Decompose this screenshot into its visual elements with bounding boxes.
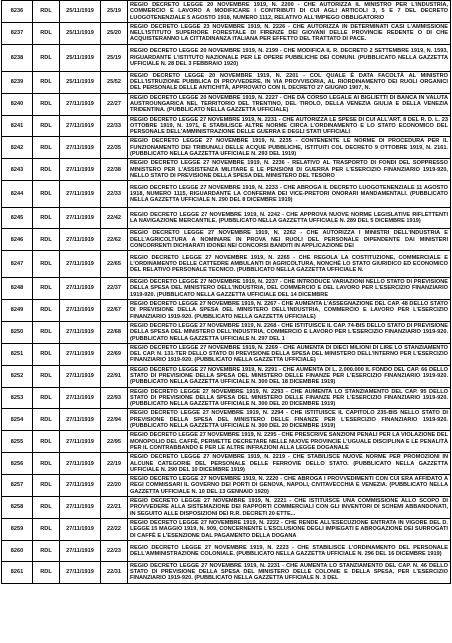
table-row	[2, 278, 451, 300]
table-row	[2, 229, 451, 251]
decree-type-cell: RDL	[33, 229, 60, 251]
table-row	[2, 208, 451, 229]
decree-description-cell: REGIO DECRETO LEGGE 27 NOVEMBRE 1919, N. 2291 - CHE AUMENTA DI L. 2.000.000 IL FONDO DEL CAP. 66 DELLO STATO DI PREVISIONE DELLA SPESA DEL MINISTERO DELLE FINANZE PER L'ESERCIZIO FINANZIARIO 1919-920. (PUBBLICATO NELLA GAZZETTA UFFICIALE N. 300 DEL 18 DICEMBRE 1919)	[128, 365, 451, 387]
decree-date-cell: 27/11/1919	[60, 137, 101, 159]
table-row	[2, 540, 451, 561]
decree-description-cell: REGIO DECRETO LEGGE 20 NOVEMBRE 1919, N. 2199 - CHE MODIFICA IL R. DECRETO 2 SETTEMBRE 1919, N. 1593, RIGUARDANTE L'ISTITUTO NAZIONALE PER LE OPERE PUBBLICHE DEI COMUNI. (PUBBLICATO NELLA GAZZETTA UFFICIALE N. 28 DEL 3 FEBBRAIO 1920)	[128, 44, 451, 71]
decree-code-cell: 22/65	[101, 251, 128, 278]
table-row	[2, 115, 451, 137]
decree-type-cell: RDL	[33, 475, 60, 497]
decree-type-cell: RDL	[33, 300, 60, 322]
decree-type-cell: RDL	[33, 409, 60, 431]
decree-date-cell: 27/11/1919	[60, 208, 101, 229]
decree-type-cell: RDL	[33, 561, 60, 583]
decree-type-cell: RDL	[33, 365, 60, 387]
decree-type-cell: RDL	[33, 540, 60, 561]
decree-number-cell: 8249	[2, 300, 33, 322]
decree-number-cell: 8248	[2, 278, 33, 300]
table-row	[2, 365, 451, 387]
decree-code-cell: 22/21	[101, 497, 128, 519]
decree-type-cell: RDL	[33, 93, 60, 115]
decree-number-cell: 8255	[2, 431, 33, 453]
decree-number-cell: 8260	[2, 540, 33, 561]
decree-number-cell: 8247	[2, 251, 33, 278]
decree-type-cell: RDL	[33, 1, 60, 23]
decree-number-cell: 8239	[2, 71, 33, 93]
table-row	[2, 22, 451, 44]
table-row	[2, 137, 451, 159]
decree-code-cell: 22/27	[101, 93, 128, 115]
decree-type-cell: RDL	[33, 137, 60, 159]
decree-number-cell: 8244	[2, 181, 33, 208]
decree-type-cell: RDL	[33, 181, 60, 208]
decree-date-cell: 25/11/1919	[60, 22, 101, 44]
decree-description-cell: REGIO DECRETO LEGGE 27 NOVEMBRE 1919, N. 2219 - CHE STABILISCE NUOVE NORME PER PROMOZIONI IN ALCUNE CATEGORIE DEL PERSONALE DELLE FERROVIE DELLO STATO. (PUBBLICATO NELLA GAZZETTA UFFICIALE N. 290 DEL 10 DICEMBRE 1919)	[128, 453, 451, 475]
decree-number-cell: 8251	[2, 343, 33, 365]
table-row	[2, 387, 451, 409]
decree-number-cell: 8250	[2, 321, 33, 343]
decree-description-cell: REGIO DECRETO LEGGE 27 NOVEMBRE 1919, N. 2295 - CHE PRESCRIVE SANZIONI PENALI PER LA VIOLAZIONE DEL MONOPOLIO DEL CAFFÈ, PERMETTE DECRETARE NELLE NUOVE PROVINCIE L'UGUALE DISCIPLINA E LE PENALITÀ PER IL CONTRABBANDO E PER LE ALTRE INFRAZIONI ALLA LEGGE DOGANALE	[128, 431, 451, 453]
decree-code-cell: 25/20	[101, 22, 128, 44]
decree-date-cell: 27/11/1919	[60, 497, 101, 519]
decree-date-cell: 27/11/1919	[60, 453, 101, 475]
decree-code-cell: 22/35	[101, 137, 128, 159]
decree-type-cell: RDL	[33, 71, 60, 93]
decree-register-table	[1, 0, 451, 584]
table-row	[2, 453, 451, 475]
decree-type-cell: RDL	[33, 387, 60, 409]
table-row	[2, 409, 451, 431]
table-row	[2, 475, 451, 497]
decree-type-cell: RDL	[33, 321, 60, 343]
decree-type-cell: RDL	[33, 497, 60, 519]
decree-date-cell: 27/11/1919	[60, 251, 101, 278]
decree-type-cell: RDL	[33, 343, 60, 365]
decree-description-cell: REGIO DECRETO LEGGE 20 NOVEMBRE 1919, N. 2201 - COL QUALE È DATA FACOLTÀ AL MINISTRO DELL'ISTRUZIONE PUBBLICA DI PROVVEDERE, IN VIA PROVVISORIA, AL RIORDINAMENTO DEI RUOLI ORGANICI DEL PERSONALE DELLE ANTICHITÀ, APPROVATO CON IL DECRETO 27 GIUGNO 1907, N.	[128, 71, 451, 93]
decree-date-cell: 27/11/1919	[60, 431, 101, 453]
table-row	[2, 1, 451, 23]
decree-number-cell: 8241	[2, 115, 33, 137]
decree-code-cell: 22/33	[101, 115, 128, 137]
decree-date-cell: 27/11/1919	[60, 540, 101, 561]
decree-description-cell: REGIO DECRETO LEGGE 27 NOVEMBRE 1919, N. 2221 - CHE ISTITUISCE UNA COMMISSIONE ALLO SCOPO DI PROVVEDERE ALLA SISTEMAZIONE DEI RAPPORTI COMMERCIALI CON GLI INVENTORI DI SCHEMI ABBANDONATI, IN SEGUITO ALLE DISPOSIZIONI DEI R.R. DECRETI 20 ETTE...	[128, 497, 451, 519]
table-row	[2, 93, 451, 115]
decree-description-cell: REGIO DECRETO LEGGE 27 NOVEMBRE 1919, N. 2231 - CHE AUMENTA LO STANZIAMENTO DEL CAP. N. 46 DELLO STATO DI PREVISIONE DELLA SPESA DEL MINISTERO DELLE COLONIE E DELLA SPESA, PER L'ESERCIZIO FINANZIARIO 1919-920. (PUBBLICATO NELLA GAZZETTA UFFICIALE N. 3 DEL	[128, 561, 451, 583]
table-row	[2, 343, 451, 365]
decree-type-cell: RDL	[33, 44, 60, 71]
table-row	[2, 497, 451, 519]
decree-number-cell: 8246	[2, 229, 33, 251]
decree-date-cell: 25/11/1919	[60, 1, 101, 23]
decree-date-cell: 27/11/1919	[60, 387, 101, 409]
decree-number-cell: 8236	[2, 1, 33, 23]
decree-code-cell: 22/23	[101, 540, 128, 561]
decree-type-cell: RDL	[33, 518, 60, 540]
decree-description-cell: REGIO DECRETO LEGGE 27 NOVEMBRE 1919, N. 2269 - CHE AUMENTA DI DIECI MILIONI DI LIRE LO STANZIAMENTO DEL CAP. N. 131-TER DELLO STATO DI PREVISIONE DELLA SPESA DEL MINISTERO DELL'INTERNO PER L'ESERCIZIO FINANZIARIO 1919-920. (PUBBLICATO NELLA GAZZETTA UFFICIALE)	[128, 343, 451, 365]
decree-code-cell: 22/37	[101, 278, 128, 300]
decree-code-cell: 25/52	[101, 71, 128, 93]
decree-code-cell: 22/22	[101, 518, 128, 540]
decree-code-cell: 22/67	[101, 300, 128, 322]
table-row	[2, 518, 451, 540]
decree-number-cell: 8238	[2, 44, 33, 71]
decree-description-cell: REGIO DECRETO LEGGE 27 NOVEMBRE 1919, N. 2237 - CHE INTRODUCE VARIAZIONI NELLO STATO DI PREVISIONE DELLA SPESA DEL MINISTERO DELL'INDUSTRIA, DEL COMMERCIO E DEL LAVORO PER L'ESERCIZIO FINANZIARIO 1919-920. (PUBBLICATO NELLA GAZZETTA UFFICIALE DEL 14 DICEMBRE	[128, 278, 451, 300]
decree-date-cell: 27/11/1919	[60, 159, 101, 181]
decree-date-cell: 27/11/1919	[60, 278, 101, 300]
decree-number-cell: 8240	[2, 93, 33, 115]
decree-date-cell: 27/11/1919	[60, 561, 101, 583]
decree-type-cell: RDL	[33, 22, 60, 44]
decree-description-cell: REGIO DECRETO LEGGE 27 NOVEMBRE 1919, N. 2220 - CHE ABROGA I PROVVEDIMENTI CON CUI ERA AFFIDATO A REGI COMMISSARI IL GOVERNO DEI PORTI DI GENOVA, NAPOLI, CIVITAVECCHIA E VENEZIA. (PUBBLICATO NELLA GAZZETTA UFFICIALE N. 10 DEL 13 GENNAIO 1920)	[128, 475, 451, 497]
decree-description-cell: REGIO DECRETO LEGGE 27 NOVEMBRE 1919, N. 2242 - CHE APPROVA NUOVE NORME LEGISLATIVE RIFLETTENTI LA NAVIGAZIONE MERCANTILE. (PUBBLICATO NELLA GAZZETTA UFFICIALE N. 289 DEL 5 DICEMBRE 1919)	[128, 208, 451, 229]
decree-date-cell: 27/11/1919	[60, 343, 101, 365]
decree-code-cell: 22/91	[101, 365, 128, 387]
decree-description-cell: REGIO DECRETO LEGGE 27 NOVEMBRE 1919, N. 2231 - CHE AUTORIZZA LE SPESE DI CUI ALL'ART. 8 DEL R. D. L. 23 OTTOBRE 1919, N. 1971, E STABILISCE ALTRE NORME CIRCA L'ORDINAMENTO E LO STATO ECONOMICO DEL PERSONALE DELL'AMMINISTRAZIONE DELLE GUERRA E DEGLI STATI UFFICIALI	[128, 115, 451, 137]
decree-type-cell: RDL	[33, 115, 60, 137]
decree-code-cell: 22/33	[101, 181, 128, 208]
decree-code-cell: 22/94	[101, 409, 128, 431]
decree-date-cell: 27/11/1919	[60, 181, 101, 208]
decree-type-cell: RDL	[33, 208, 60, 229]
decree-date-cell: 27/11/1919	[60, 115, 101, 137]
decree-date-cell: 27/11/1919	[60, 321, 101, 343]
decree-description-cell: REGIO DECRETO LEGGE 27 NOVEMBRE 1919, N. 2268 - CHE ISTITUISCE IL CAP. 74-BIS DELLO STATO DI PREVISIONE DELLA SPESA DEL MINISTERO DELL'INDUSTRIA, COMMERCIO E LAVORO PER L'ESERCIZIO FINANZIARIO 1919-920. (PUBBLICATO NELLA GAZZETTA UFFICIALE N. 297 DEL 1	[128, 321, 451, 343]
decree-description-cell: REGIO DECRETO LEGGE 27 NOVEMBRE 1919, N. 2267 - CHE AUMENTA L'ASSEGNAZIONE DEL CAP. 48 DELLO STATO DI PREVISIONE DELLA SPESA DEL MINISTERO DELL'INDUSTRIA, COMMERCIO E LAVORO PER L'ESERCIZIO FINANZIARIO 1919-920. (PUBBLICATO NELLA GAZZETTA UFFICIALE)	[128, 300, 451, 322]
decree-number-cell: 8237	[2, 22, 33, 44]
table-row	[2, 321, 451, 343]
decree-code-cell: 22/31	[101, 561, 128, 583]
decree-date-cell: 27/11/1919	[60, 365, 101, 387]
decree-description-cell: REGIO DECRETO LEGGE 27 NOVEMBRE 1919, N. 2223 - CHE STABILISCE L'ORDINAMENTO DEL PERSONALE DELL'AMMINISTRAZIONE COLONIALE. (PUBBLICATO NELLA GAZZETTA UFFICIALE N. 296 DEL 16 DICEMBRE 1919)	[128, 540, 451, 561]
decree-type-cell: RDL	[33, 278, 60, 300]
table-row	[2, 71, 451, 93]
table-row	[2, 561, 451, 583]
decree-code-cell: 22/69	[101, 343, 128, 365]
decree-date-cell: 27/11/1919	[60, 93, 101, 115]
decree-code-cell: 22/95	[101, 431, 128, 453]
decree-number-cell: 8254	[2, 409, 33, 431]
decree-number-cell: 8258	[2, 497, 33, 519]
table-row	[2, 251, 451, 278]
decree-description-cell: REGIO DECRETO LEGGE 20 NOVEMBRE 1919, N. 2200 - CHE AUTORIZZA IL MINISTRO PER L'INDUSTRIA, COMMERCIO E LAVORO A MODIFICARE I CONTRIBUTI DI CUI AGLI ARTICOLI 3, 5 E 7 DEL DECRETO LUOGOTENENZIALE 5 AGOSTO 1918, NUMERO 1112, RELATIVO ALL'IMPIEGO OBBLIGATORIO	[128, 1, 451, 23]
decree-description-cell: REGIO DECRETO LEGGE 20 NOVEMBRE 1919, N. 2227 - CHE DÀ CORSO LEGALE AI BIGLIETTI DI BANCA IN VALUTA AUSTROUNGARICA NEL TERRITORIO DEL TRENTINO, DEL TIROLO, DELLA VENEZIA GIULIA E DELLA VENEZIA TRIDENTINA. (PUBBLICATO NELLA GAZZETTA UFFICIALE)	[128, 93, 451, 115]
decree-description-cell: REGIO DECRETO LEGGE 27 NOVEMBRE 1919, N. 2236 - RELATIVO AL TRASPORTO DI FONDI DEL SOPPRESSO MINISTERO PER L'ASSISTENZA MILITARE E LE PENSIONI DI GUERRA PER L'ESERCIZIO FINANZIARIO 1919-920, NELLO STATO DI PREVISIONE DELLA SPESA DEL MINISTERO DEL TESORO	[128, 159, 451, 181]
table-row	[2, 159, 451, 181]
decree-description-cell: REGIO DECRETO LEGGE 27 NOVEMBRE 1919, N. 2265 - CHE REGOLA LA COSTITUZIONE, COMMERCIALE E L'ORDINAMENTO DELLE CATTEDRE AMBULANTI DI AGRICOLTURA, NONCHÈ LO STATO GIURIDICO ED ECONOMICO DEL RELATIVO PERSONALE TECNICO. (PUBBLICATO NELLA GAZZETTA UFFICIALE N.	[128, 251, 451, 278]
decree-type-cell: RDL	[33, 431, 60, 453]
decree-number-cell: 8252	[2, 365, 33, 387]
decree-code-cell: 22/68	[101, 321, 128, 343]
decree-code-cell: 25/19	[101, 44, 128, 71]
decree-number-cell: 8253	[2, 387, 33, 409]
decree-date-cell: 27/11/1919	[60, 409, 101, 431]
decree-number-cell: 8261	[2, 561, 33, 583]
table-row	[2, 431, 451, 453]
decree-date-cell: 27/11/1919	[60, 475, 101, 497]
decree-description-cell: REGIO DECRETO LEGGE 27 NOVEMBRE 1919, N. 2262 - CHE AUTORIZZA I MINISTRI DELL'INDUSTRIA E DELL'AGRICOLTURA A NOMINARE IN PROVA NEI RUOLI DEL PERSONALE DIPENDENTE DAI MINISTERI CONCORRENTI DICHIARATI IDONEI NEI CONCORSI BANDITI IN APPLICAZIONE DEI	[128, 229, 451, 251]
decree-type-cell: RDL	[33, 159, 60, 181]
decree-description-cell: REGIO DECRETO LEGGE 27 NOVEMBRE 1919, N. 2294 - CHE ISTITUISCE IL CAPITOLO 235-BIS NELLO STATO DI PREVISIONE DELLA SPESA DEL MINISTERO DELLE FINANZE PER L'ESERCIZIO FINANZIARIO 1919-920. (PUBBLICATO NELLA GAZZETTA UFFICIALE N. 300 DEL 20 DICEMBRE 1919)	[128, 409, 451, 431]
decree-description-cell: REGIO DECRETO LEGGE 27 NOVEMBRE 1919, N. 2222 - CHE RENDE ALL'ESECUZIONE ENTRATA IN VIGORE DEL D. LEGGE 15 MAGGIO 1919, N. 909, CONCERNENTE L'ESCLUSIONE DEGLI IMPIEGATI E ABROGAZIONE DEI SURROGATI DI CAFFÈ E L'ESENZIONE DAL PAGAMENTO DELLA DOGANA	[128, 518, 451, 540]
table-row	[2, 44, 451, 71]
decree-code-cell: 22/93	[101, 387, 128, 409]
decree-code-cell: 22/42	[101, 208, 128, 229]
decree-description-cell: REGIO DECRETO LEGGE 23 NOVEMBRE 1919, N. 2226 - CHE AUTORIZZA IN DETERMINATI CASI L'AMMISSIONE NELL'ISTITUTO SUPERIORE FORESTALE DI FIRENZE DEI GIOVANI DELLE PROVINCIE REDENTE O DI CHE ACQUISTERANNO LA CITTADINANZA ITALIANA PER EFFETTO DEL TRATTATO DI PACE.	[128, 22, 451, 44]
table-row	[2, 300, 451, 322]
decree-code-cell: 25/19	[101, 1, 128, 23]
decree-type-cell: RDL	[33, 251, 60, 278]
decree-number-cell: 8256	[2, 453, 33, 475]
decree-number-cell: 8257	[2, 475, 33, 497]
decree-date-cell: 25/11/1919	[60, 44, 101, 71]
decree-number-cell: 8242	[2, 137, 33, 159]
decree-code-cell: 22/38	[101, 159, 128, 181]
decree-code-cell: 22/62	[101, 229, 128, 251]
decree-date-cell: 27/11/1919	[60, 518, 101, 540]
decree-description-cell: REGIO DECRETO LEGGE 27 NOVEMBRE 1919, N. 2233 - CHE ABROGA IL DECRETO LUOGOTENENZIALE 11 AGOSTO 1918, NUMERO 1115, RIGUARDANTE LA CONFERMA DEI VICE-PRETORI ONORARI MANDAMENTALI. (PUBBLICATO NELLA GAZZETTA UFFICIALE N. 290 DEL 8 DICEMBRE 1919)	[128, 181, 451, 208]
decree-number-cell: 8245	[2, 208, 33, 229]
decree-type-cell: RDL	[33, 453, 60, 475]
decree-code-cell: 22/20	[101, 475, 128, 497]
decree-code-cell: 22/19	[101, 453, 128, 475]
decree-date-cell: 27/11/1919	[60, 229, 101, 251]
decree-number-cell: 8259	[2, 518, 33, 540]
decree-description-cell: REGIO DECRETO LEGGE 27 NOVEMBRE 1919, N. 2235 - CONTENENTE LE NORME DI PROCEDURA PER IL FUNZIONAMENTO DEI TRIBUNALI DELLE ACQUE PUBBLICHE, ISTITUITI COL DECRETO 9 OTTOBRE 1919, N. 2161. (PUBBLICATO NELLA GAZZETTA UFFICIALE N. 293 DEL 1919)	[128, 137, 451, 159]
table-row	[2, 181, 451, 208]
decree-date-cell: 27/11/1919	[60, 300, 101, 322]
decree-description-cell: REGIO DECRETO LEGGE 27 NOVEMBRE 1919, N. 2293 - CHE AUMENTA LO STANZIAMENTO DEL CAP. 95 DELLO STATO DI PREVISIONE DELLA SPESA DEL MINISTERO DELLE FINANZE PER L'ESERCIZIO FINANZIARIO 1919-920. (PUBBLICATO NELLA GAZZETTA UFFICIALE N. 300 DEL 20 DICEMBRE 1919)	[128, 387, 451, 409]
decree-number-cell: 8243	[2, 159, 33, 181]
decree-date-cell: 25/11/1919	[60, 71, 101, 93]
